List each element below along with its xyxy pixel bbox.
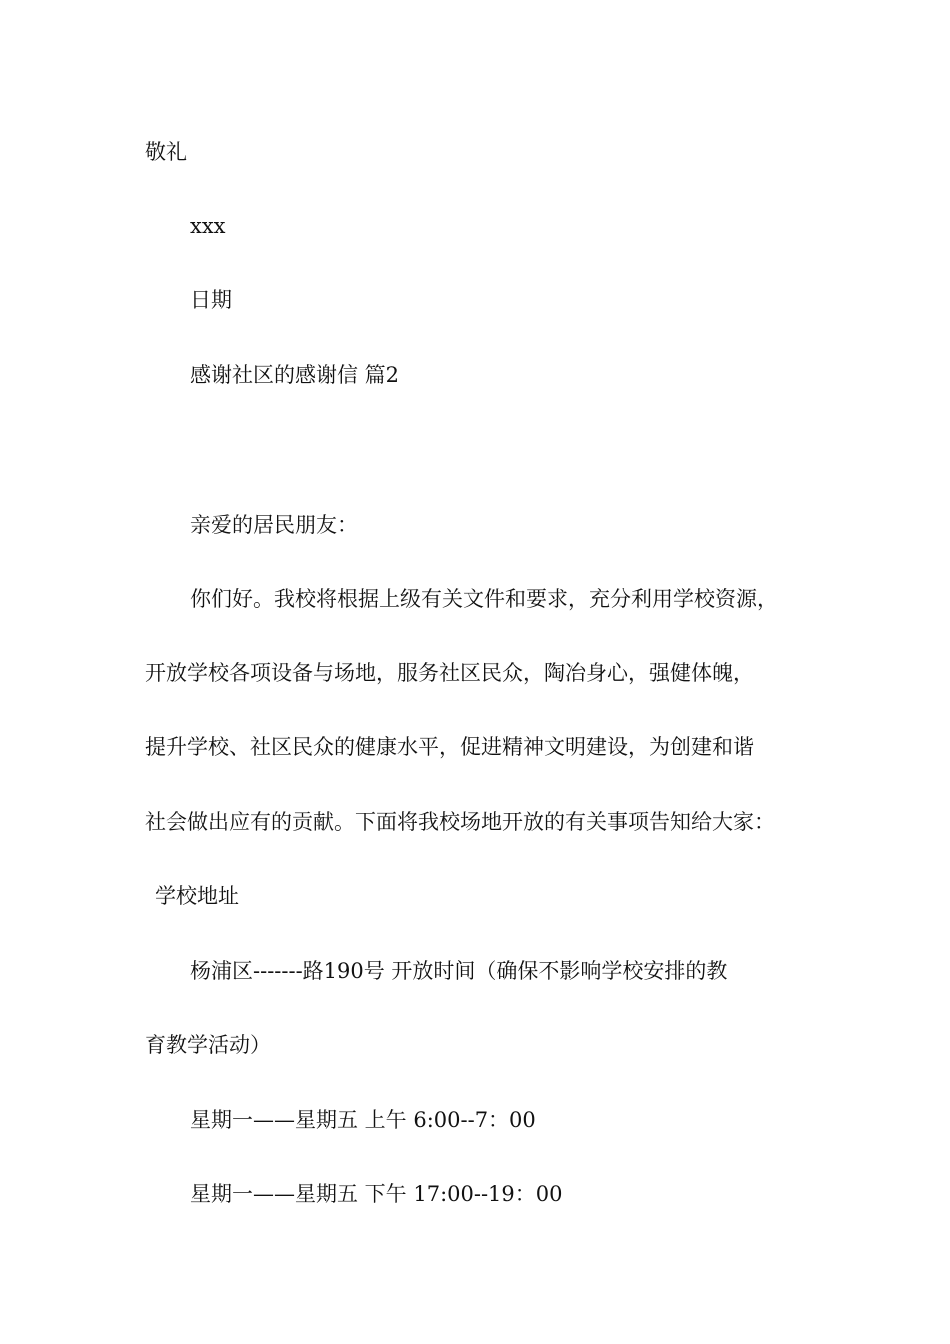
closing-text: 敬礼 <box>145 140 187 164</box>
salutation-text: 亲爱的居民朋友： <box>190 513 358 537</box>
paragraph-line: 社会做出应有的贡献。下面将我校场地开放的有关事项告知给大家： <box>145 810 775 834</box>
paragraph-line: 你们好。我校将根据上级有关文件和要求，充分利用学校资源， <box>190 587 778 611</box>
signature-text: xxx <box>190 214 226 238</box>
schedule-line: 星期一——星期五 下午 17:00--19：00 <box>190 1182 563 1206</box>
letter-title: 感谢社区的感谢信 篇2 <box>190 363 400 387</box>
address-heading: 学校地址 <box>155 884 239 908</box>
paragraph-line: 开放学校各项设备与场地，服务社区民众，陶冶身心，强健体魄， <box>145 661 754 685</box>
address-line: 育教学活动） <box>145 1033 271 1057</box>
address-line: 杨浦区-------路190号 开放时间（确保不影响学校安排的教 <box>190 959 728 983</box>
paragraph-line: 提升学校、社区民众的健康水平，促进精神文明建设，为创建和谐 <box>145 735 754 759</box>
date-text: 日期 <box>190 288 232 312</box>
schedule-line: 星期一——星期五 上午 6:00--7：00 <box>190 1108 536 1132</box>
